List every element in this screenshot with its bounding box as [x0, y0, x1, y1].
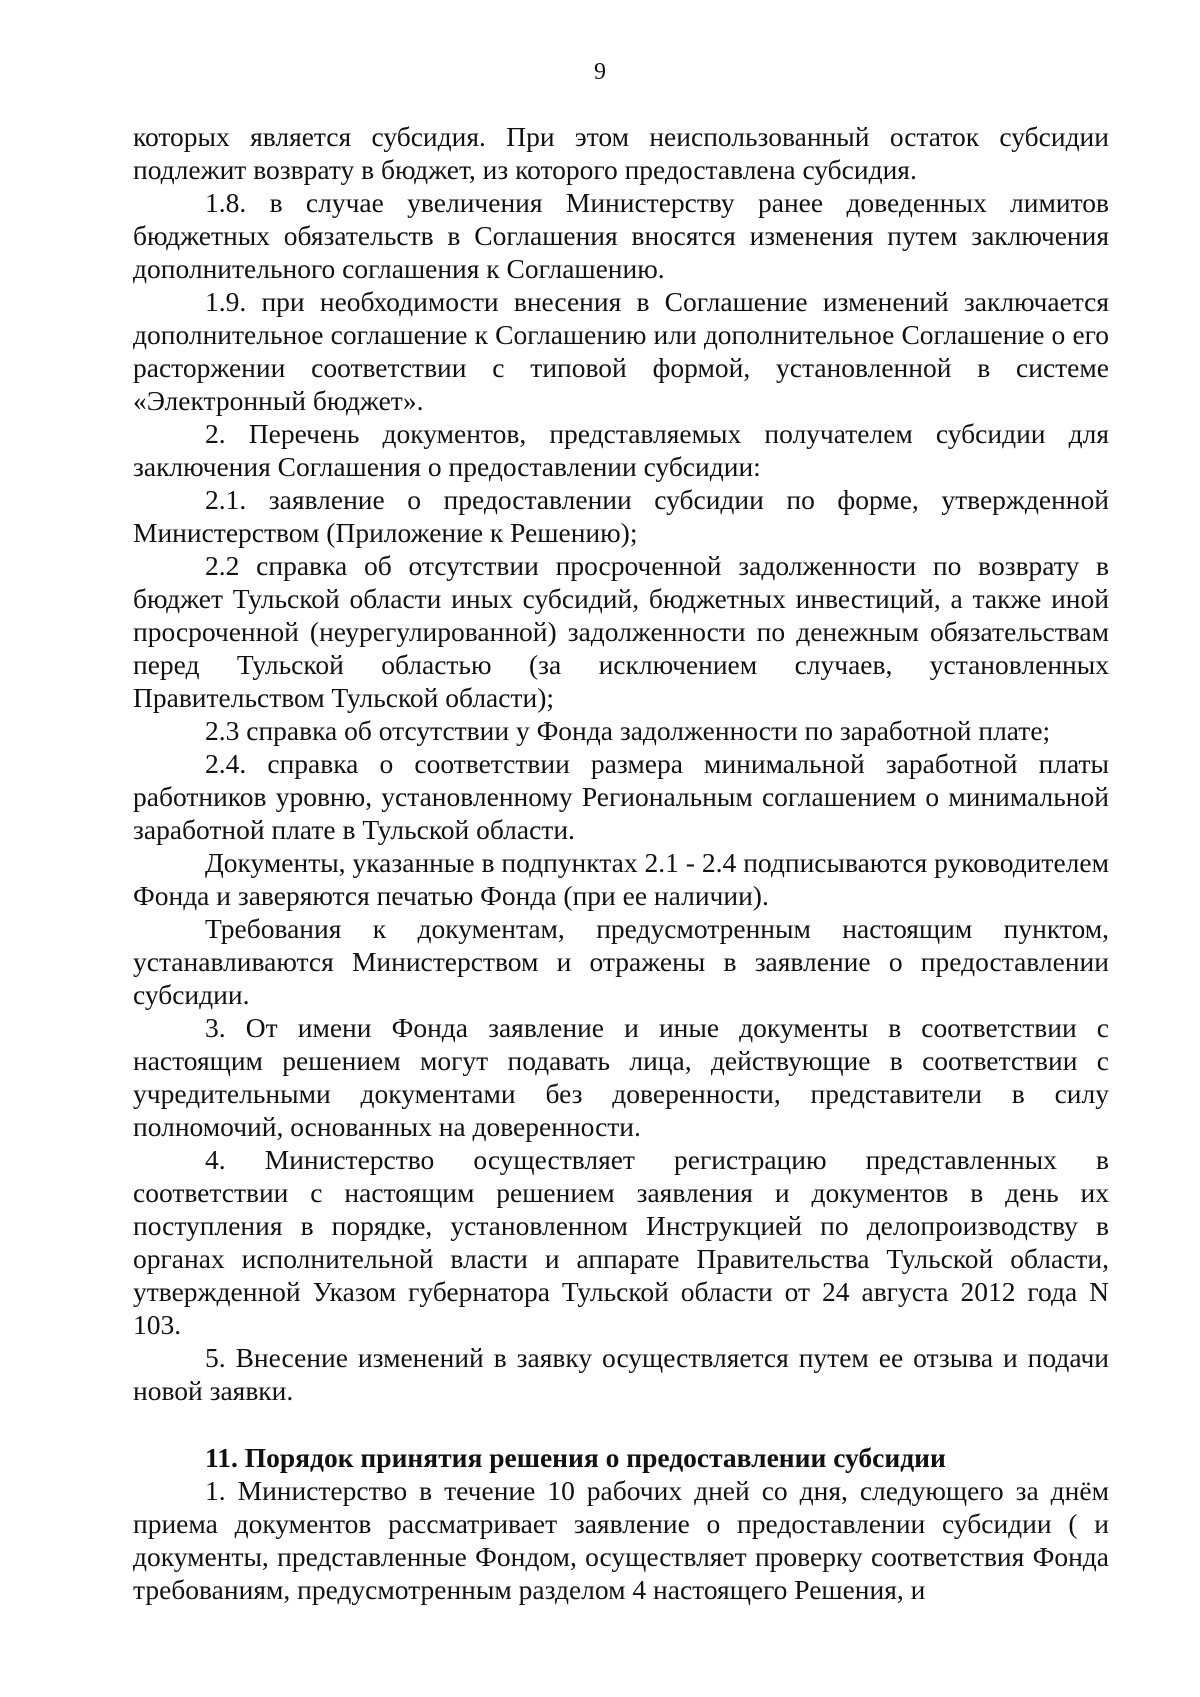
paragraph-1-9: 1.9. при необходимости внесения в Соглашение изменений заключается дополнительное соглашение к Соглашению или дополнительное Соглашение о его расторжении соответствии с типовой формой, установленной в системе «Электронный бюджет». [133, 286, 1109, 416]
paragraph-continuation: которых является субсидия. При этом неиспользованный остаток субсидии подлежит возврату в бюджет, из которого предоставлена субсидия. [133, 121, 1109, 185]
section-heading: 11. Порядок принятия решения о предоставлении субсидии [205, 1442, 946, 1473]
paragraph-5: 5. Внесение изменений в заявку осуществляется путем ее отзыва и подачи новой заявки. [133, 1342, 1109, 1406]
document-body [133, 120, 1109, 1606]
page-number: 9 [594, 59, 606, 85]
paragraph-2-4: 2.4. справка о соответствии размера минимальной заработной платы работников уровню, установленному Региональным соглашением о минимальной заработной плате в Тульской области. [133, 748, 1109, 845]
paragraph-4: 4. Министерство осуществляет регистрацию представленных в соответствии с настоящим решением заявления и документов в день их поступления в порядке, установленном Инструкцией по делопроизводству в органах исполнительной власти и аппарате Правительства Тульской области, утвержденной Указом губернатора Тульской области от 24 августа 2012 года N 103. [133, 1144, 1109, 1340]
paragraph-2-3: 2.3 справка об отсутствии у Фонда задолженности по заработной плате; [205, 715, 1051, 746]
paragraph-document-requirements: Требования к документам, предусмотренным настоящим пунктом, устанавливаются Министерством и отражены в заявление о предоставлении субсидии. [133, 913, 1109, 1010]
paragraph-3: 3. От имени Фонда заявление и иные документы в соответствии с настоящим решением могут подавать лица, действующие в соответствии с учредительными документами без доверенности, представители в силу полномочий, основанных на доверенности. [133, 1012, 1109, 1142]
paragraph-2-1: 2.1. заявление о предоставлении субсидии по форме, утвержденной Министерством (Приложение к Решению); [133, 484, 1109, 548]
paragraph-2-2: 2.2 справка об отсутствии просроченной задолженности по возврату в бюджет Тульской области иных субсидий, бюджетных инвестиций, а также иной просроченной (неурегулированной) задолженности по денежным обязательствам перед Тульской областью (за исключением случаев, установленных Правительством Тульской области); [133, 550, 1109, 713]
paragraph-documents-signing: Документы, указанные в подпунктах 2.1 - 2.4 подписываются руководителем Фонда и заверяются печатью Фонда (при ее наличии). [133, 847, 1109, 911]
paragraph-1-8: 1.8. в случае увеличения Министерству ранее доведенных лимитов бюджетных обязательств в Соглашения вносятся изменения путем заключения дополнительного соглашения к Соглашению. [133, 187, 1109, 284]
paragraph-2: 2. Перечень документов, представляемых получателем субсидии для заключения Соглашения о предоставлении субсидии: [133, 418, 1109, 482]
section-paragraph-1: 1. Министерство в течение 10 рабочих дней со дня, следующего за днём приема документов рассматривает заявление о предоставлении субсидии ( и документы, представленные Фондом, осуществляет проверку соответствия Фонда требованиям, предусмотренным разделом 4 настоящего Решения, и [133, 1475, 1109, 1605]
